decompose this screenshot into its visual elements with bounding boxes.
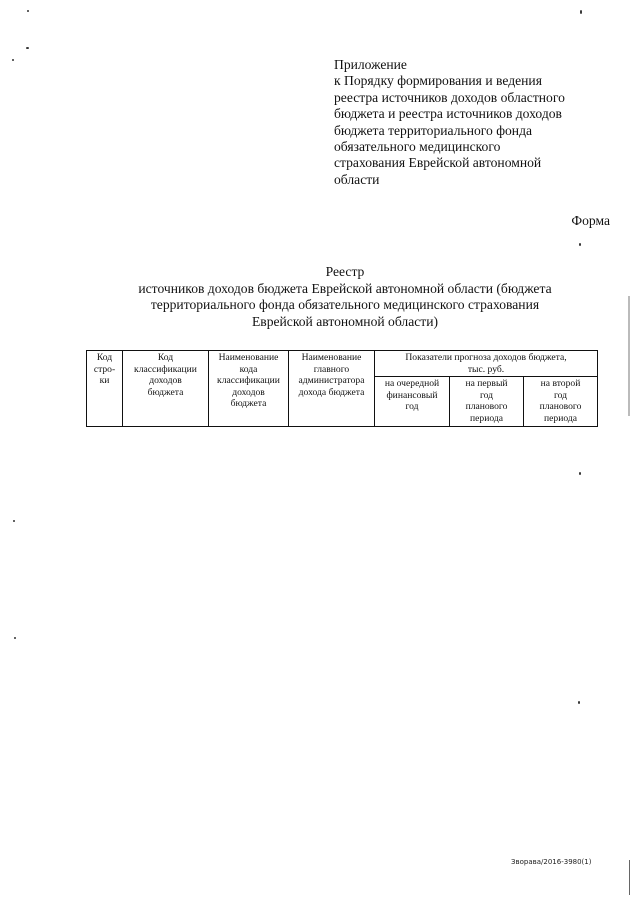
scan-speck: [12, 59, 14, 61]
appendix-block: [334, 57, 634, 188]
scan-speck: [580, 10, 582, 14]
scan-speck: [14, 637, 16, 639]
header-forecast-indicators: Показатели прогноза доходов бюджета, тыс. руб.: [375, 351, 598, 377]
title-line: источников доходов бюджета Еврейской автономной области (бюджета: [138, 280, 552, 296]
appendix-line: области: [334, 171, 380, 187]
title-line: Еврейской автономной области): [251, 313, 439, 329]
scan-edge: [629, 860, 630, 895]
scan-speck: [579, 472, 581, 475]
appendix-line: к Порядку формирования и ведения: [334, 73, 542, 89]
footer-reference: Зворава/2016-3980(1): [511, 858, 592, 866]
scan-speck: [26, 47, 29, 49]
appendix-line: Приложение: [334, 57, 407, 72]
appendix-line: бюджета и реестра источников доходов: [334, 106, 562, 122]
header-administrator-name: Наименование главного администратора дохода бюджета: [289, 351, 375, 427]
scan-speck: [13, 520, 15, 522]
form-label: Форма: [571, 213, 610, 228]
scan-speck: [578, 701, 580, 704]
registry-table: [86, 350, 598, 427]
header-next-year: на очередной финансовый год: [375, 377, 450, 426]
document-title: [95, 264, 595, 330]
scan-speck: [27, 10, 29, 12]
scan-speck: [579, 243, 581, 246]
appendix-line: страхования Еврейской автономной: [334, 155, 542, 171]
header-classification-code: Код классификации доходов бюджета: [123, 351, 209, 427]
title-line: Реестр: [325, 264, 365, 279]
title-line: территориального фонда обязательного медицинского страхования: [150, 297, 540, 313]
header-row-code: Код стро- ки: [87, 351, 123, 427]
header-classification-name: Наименование кода классификации доходов бюджета: [209, 351, 289, 427]
header-first-plan-year: на первый год планового периода: [450, 377, 524, 426]
appendix-line: обязательного медицинского: [334, 139, 501, 155]
header-second-plan-year: на второй год планового периода: [524, 377, 598, 426]
appendix-line: бюджета территориального фонда: [334, 122, 533, 138]
scan-edge: [628, 296, 630, 416]
appendix-line: реестра источников доходов областного: [334, 89, 565, 105]
